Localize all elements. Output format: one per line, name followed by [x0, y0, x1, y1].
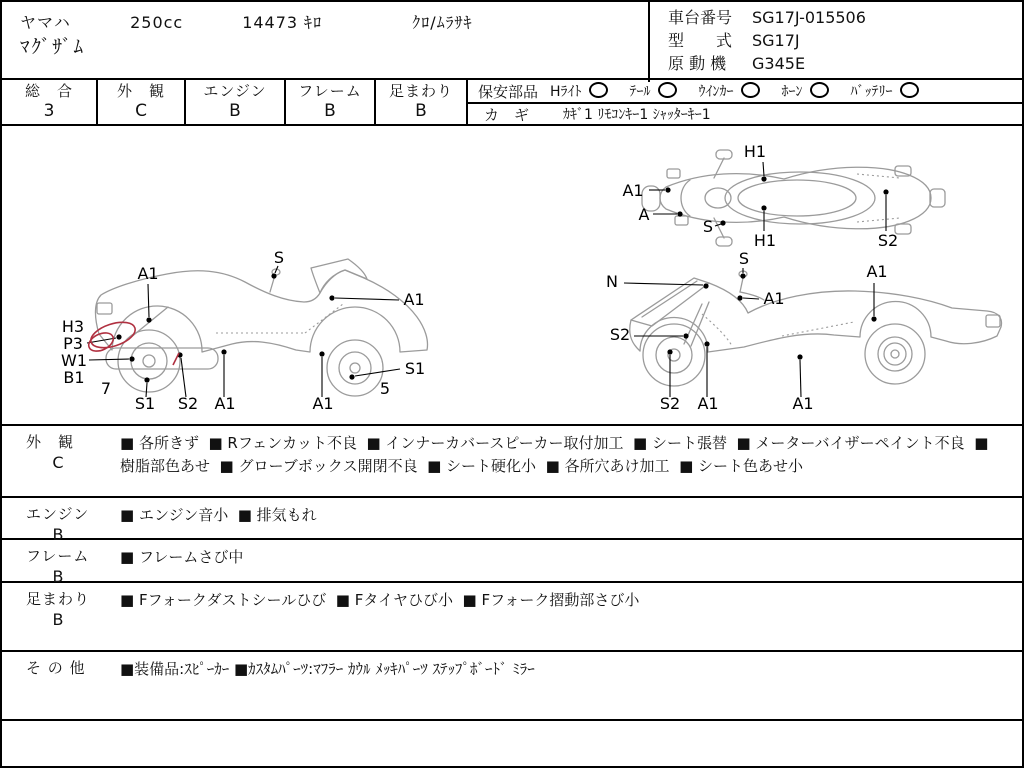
grade-value: B: [324, 101, 336, 121]
damage-code-label: A1: [866, 262, 888, 281]
damage-code-label: A1: [697, 394, 719, 413]
damage-code-label: A1: [137, 264, 159, 283]
section-grade: B: [52, 567, 64, 586]
model-code-label: 型 式: [668, 31, 733, 50]
grade-cell-frame: [286, 80, 376, 124]
pointer-dot: [761, 205, 766, 210]
pointer-dot: [349, 374, 354, 379]
section-name: そ の 他: [26, 659, 86, 677]
damage-code-label: S1: [134, 394, 156, 413]
keys-row: [468, 104, 1022, 124]
pointer-dot: [221, 349, 226, 354]
damage-code-label: A1: [403, 290, 425, 309]
pointer-dot: [129, 356, 134, 361]
pointer-dot: [677, 211, 682, 216]
status-circle-icon: [810, 82, 829, 98]
safety-item: [699, 84, 760, 100]
damage-code-label: S2: [177, 394, 199, 413]
grade-value: B: [415, 101, 427, 121]
scooter-top-view: [642, 150, 945, 246]
pointer-dot: [797, 354, 802, 359]
safety-item: [550, 84, 608, 100]
maker-name: ヤマハ: [20, 13, 71, 32]
damage-code-label: A1: [622, 181, 644, 200]
section-name: 外 観: [26, 433, 75, 451]
pointer-line: [148, 284, 149, 317]
condition-row-label: [2, 583, 114, 650]
section-name: 足まわり: [26, 590, 91, 608]
section-name: エンジン: [26, 505, 90, 523]
body-color: ｸﾛ/ﾑﾗｻｷ: [412, 13, 473, 32]
model-name: ﾏｸﾞｻﾞﾑ: [20, 36, 86, 58]
grade-cell-engine: [186, 80, 286, 124]
safety-item: [782, 84, 829, 100]
damage-code-label: A: [638, 205, 650, 224]
damage-code-label: 5: [379, 379, 391, 398]
damage-code-label: S: [738, 249, 750, 268]
condition-notes: ■ 各所きず ■ Rフェンカット不良 ■ インナーカバースピーカー取付加工 ■ シート張替 ■ メーターバイザーペイント不良 ■ 樹脂部色あせ ■ グローブボックス開閉不良 ■ シート硬化小 ■ 各所穴あけ加工 ■ シート色あせ小: [120, 434, 994, 475]
condition-row-undercarriage: [2, 583, 1022, 652]
safety-item-label: ﾊﾞｯﾃﾘｰ: [850, 84, 893, 100]
damage-code-label: N: [606, 272, 618, 291]
condition-notes: ■ フレームさび中: [120, 548, 244, 566]
pointer-dot: [883, 189, 888, 194]
grade-label: フレーム: [298, 82, 362, 100]
red-annotation-mark: [88, 317, 139, 352]
condition-notes: ■ エンジン音小 ■ 排気もれ: [120, 506, 317, 524]
damage-code-label: A1: [312, 394, 334, 413]
condition-row-label: [2, 652, 114, 719]
pointer-dot: [116, 334, 121, 339]
section-name: フレーム: [26, 547, 90, 565]
engine-code-value: G345E: [752, 54, 806, 73]
pointer-dot: [667, 349, 672, 354]
damage-code-label: S: [702, 217, 714, 236]
damage-code-label: A1: [214, 394, 236, 413]
status-circle-icon: [741, 82, 760, 98]
damage-code-label: P3: [63, 334, 83, 353]
grade-row: [2, 80, 1022, 126]
section-grade: B: [52, 525, 64, 544]
safety-item: [851, 84, 919, 100]
pointer-dot: [737, 295, 742, 300]
pointer-dot: [761, 176, 766, 181]
model-code-line: [668, 29, 1022, 52]
pointer-line: [335, 298, 399, 300]
damage-code-label: A1: [763, 289, 785, 308]
damage-code-label: S2: [609, 325, 631, 344]
mileage: 14473 ｷﾛ: [242, 13, 323, 32]
engine-code-line: [668, 52, 1022, 75]
labels-top-view: [622, 142, 898, 250]
pointer-dot: [329, 295, 334, 300]
condition-row-label: [2, 426, 114, 496]
pointer-dot: [740, 273, 745, 278]
grade-label: 外 観: [116, 82, 165, 100]
safety-item-label: ﾃｰﾙ: [629, 84, 651, 100]
empty-row: [2, 721, 1022, 766]
grade-label: 足まわり: [388, 82, 453, 100]
keys-value: ｶｷﾞ1 ﾘﾓｺﾝｷｰ1 ｼｬｯﾀｰｷｰ1: [563, 107, 711, 123]
safety-item-label: ﾎｰﾝ: [781, 84, 803, 100]
grade-value: 3: [43, 101, 55, 121]
displacement: 250cc: [130, 13, 184, 32]
pointer-line: [181, 358, 186, 397]
safety-item-label: ｳｲﾝｶｰ: [698, 84, 734, 100]
status-circle-icon: [658, 82, 677, 98]
grade-table: [2, 80, 468, 124]
safety-parts-label: 保安部品: [478, 82, 539, 101]
pointer-line: [743, 298, 759, 299]
pointer-line: [800, 360, 801, 397]
pointer-dot: [146, 317, 151, 322]
condition-notes: ■装備品:ｽﾋﾟｰｶｰ ■ｶｽﾀﾑﾊﾟｰﾂ:ﾏﾌﾗｰ ｶｳﾙ ﾒｯｷﾊﾟｰﾂ ｽﾃｯﾌﾟﾎﾞｰﾄﾞ ﾐﾗｰ: [120, 660, 535, 678]
engine-code-label: 原 動 機: [668, 54, 727, 73]
grade-value: B: [229, 101, 241, 121]
condition-row-engine: [2, 498, 1022, 544]
grade-cell-undercarriage: [376, 80, 468, 124]
red-annotation-mark: [173, 353, 179, 365]
damage-code-label: H1: [743, 142, 767, 161]
red-annotation-mark: [86, 329, 116, 354]
safety-item-label: Hﾗｲﾄ: [550, 84, 582, 100]
damage-code-label: A1: [792, 394, 814, 413]
damage-code-label: S1: [404, 359, 426, 378]
pointer-dot: [271, 273, 276, 278]
header-left: [2, 2, 648, 78]
header: [2, 2, 1022, 80]
section-grade: C: [52, 453, 64, 472]
frame-number-value: SG17J-015506: [752, 8, 866, 27]
damage-code-label: H1: [753, 231, 777, 250]
header-right: [648, 2, 1022, 82]
header-row1: [20, 10, 640, 33]
status-circle-icon: [589, 82, 608, 98]
condition-row-frame: [2, 540, 1022, 586]
grade-label: エンジン: [203, 82, 267, 100]
grade-value: C: [135, 101, 147, 121]
pointer-line: [355, 369, 400, 376]
pointer-line: [763, 162, 764, 176]
grade-cell-exterior: [98, 80, 186, 124]
status-circle-icon: [900, 82, 919, 98]
section-grade: B: [52, 610, 64, 629]
diagram-svg: [2, 126, 1022, 424]
condition-row-exterior: [2, 426, 1022, 498]
pointer-line: [624, 283, 703, 285]
pointer-dot: [144, 377, 149, 382]
safety-parts-row: [468, 80, 1022, 104]
labels-left-side-view: [61, 248, 425, 413]
safety-box: [468, 80, 1022, 124]
grade-cell-overall: [2, 80, 98, 124]
pointer-dot: [720, 220, 725, 225]
pointer-dot: [871, 316, 876, 321]
safety-items: [550, 81, 941, 101]
damage-code-label: S2: [659, 394, 681, 413]
pointer-dot: [703, 283, 708, 288]
pointer-line: [89, 359, 129, 360]
grade-label: 総 合: [24, 82, 73, 100]
diagram-area: [2, 126, 1022, 426]
condition-row-label: [2, 498, 114, 544]
damage-code-label: S2: [877, 231, 899, 250]
frame-number-line: [668, 6, 1022, 29]
pointer-dot: [683, 333, 688, 338]
pointer-dot: [704, 341, 709, 346]
damage-code-label: S: [273, 248, 285, 267]
pointer-dot: [319, 351, 324, 356]
damage-code-label: W1: [61, 351, 87, 370]
condition-table: [2, 426, 1022, 766]
damage-code-label: 7: [100, 379, 112, 398]
scooter-right-side-view: [630, 271, 1002, 386]
condition-notes: ■ Fフォークダストシールひび ■ Fタイヤひび小 ■ Fフォーク摺動部さび小: [120, 591, 640, 609]
damage-code-label: H3: [61, 317, 85, 336]
frame-number-label: 車台番号: [668, 8, 733, 27]
damage-code-label: B1: [63, 368, 85, 387]
safety-item: [630, 84, 677, 100]
condition-row-label: [2, 540, 114, 586]
pointer-dot: [665, 187, 670, 192]
condition-row-other: [2, 652, 1022, 721]
keys-label: カ ギ: [484, 105, 530, 124]
model-code-value: SG17J: [752, 31, 800, 50]
